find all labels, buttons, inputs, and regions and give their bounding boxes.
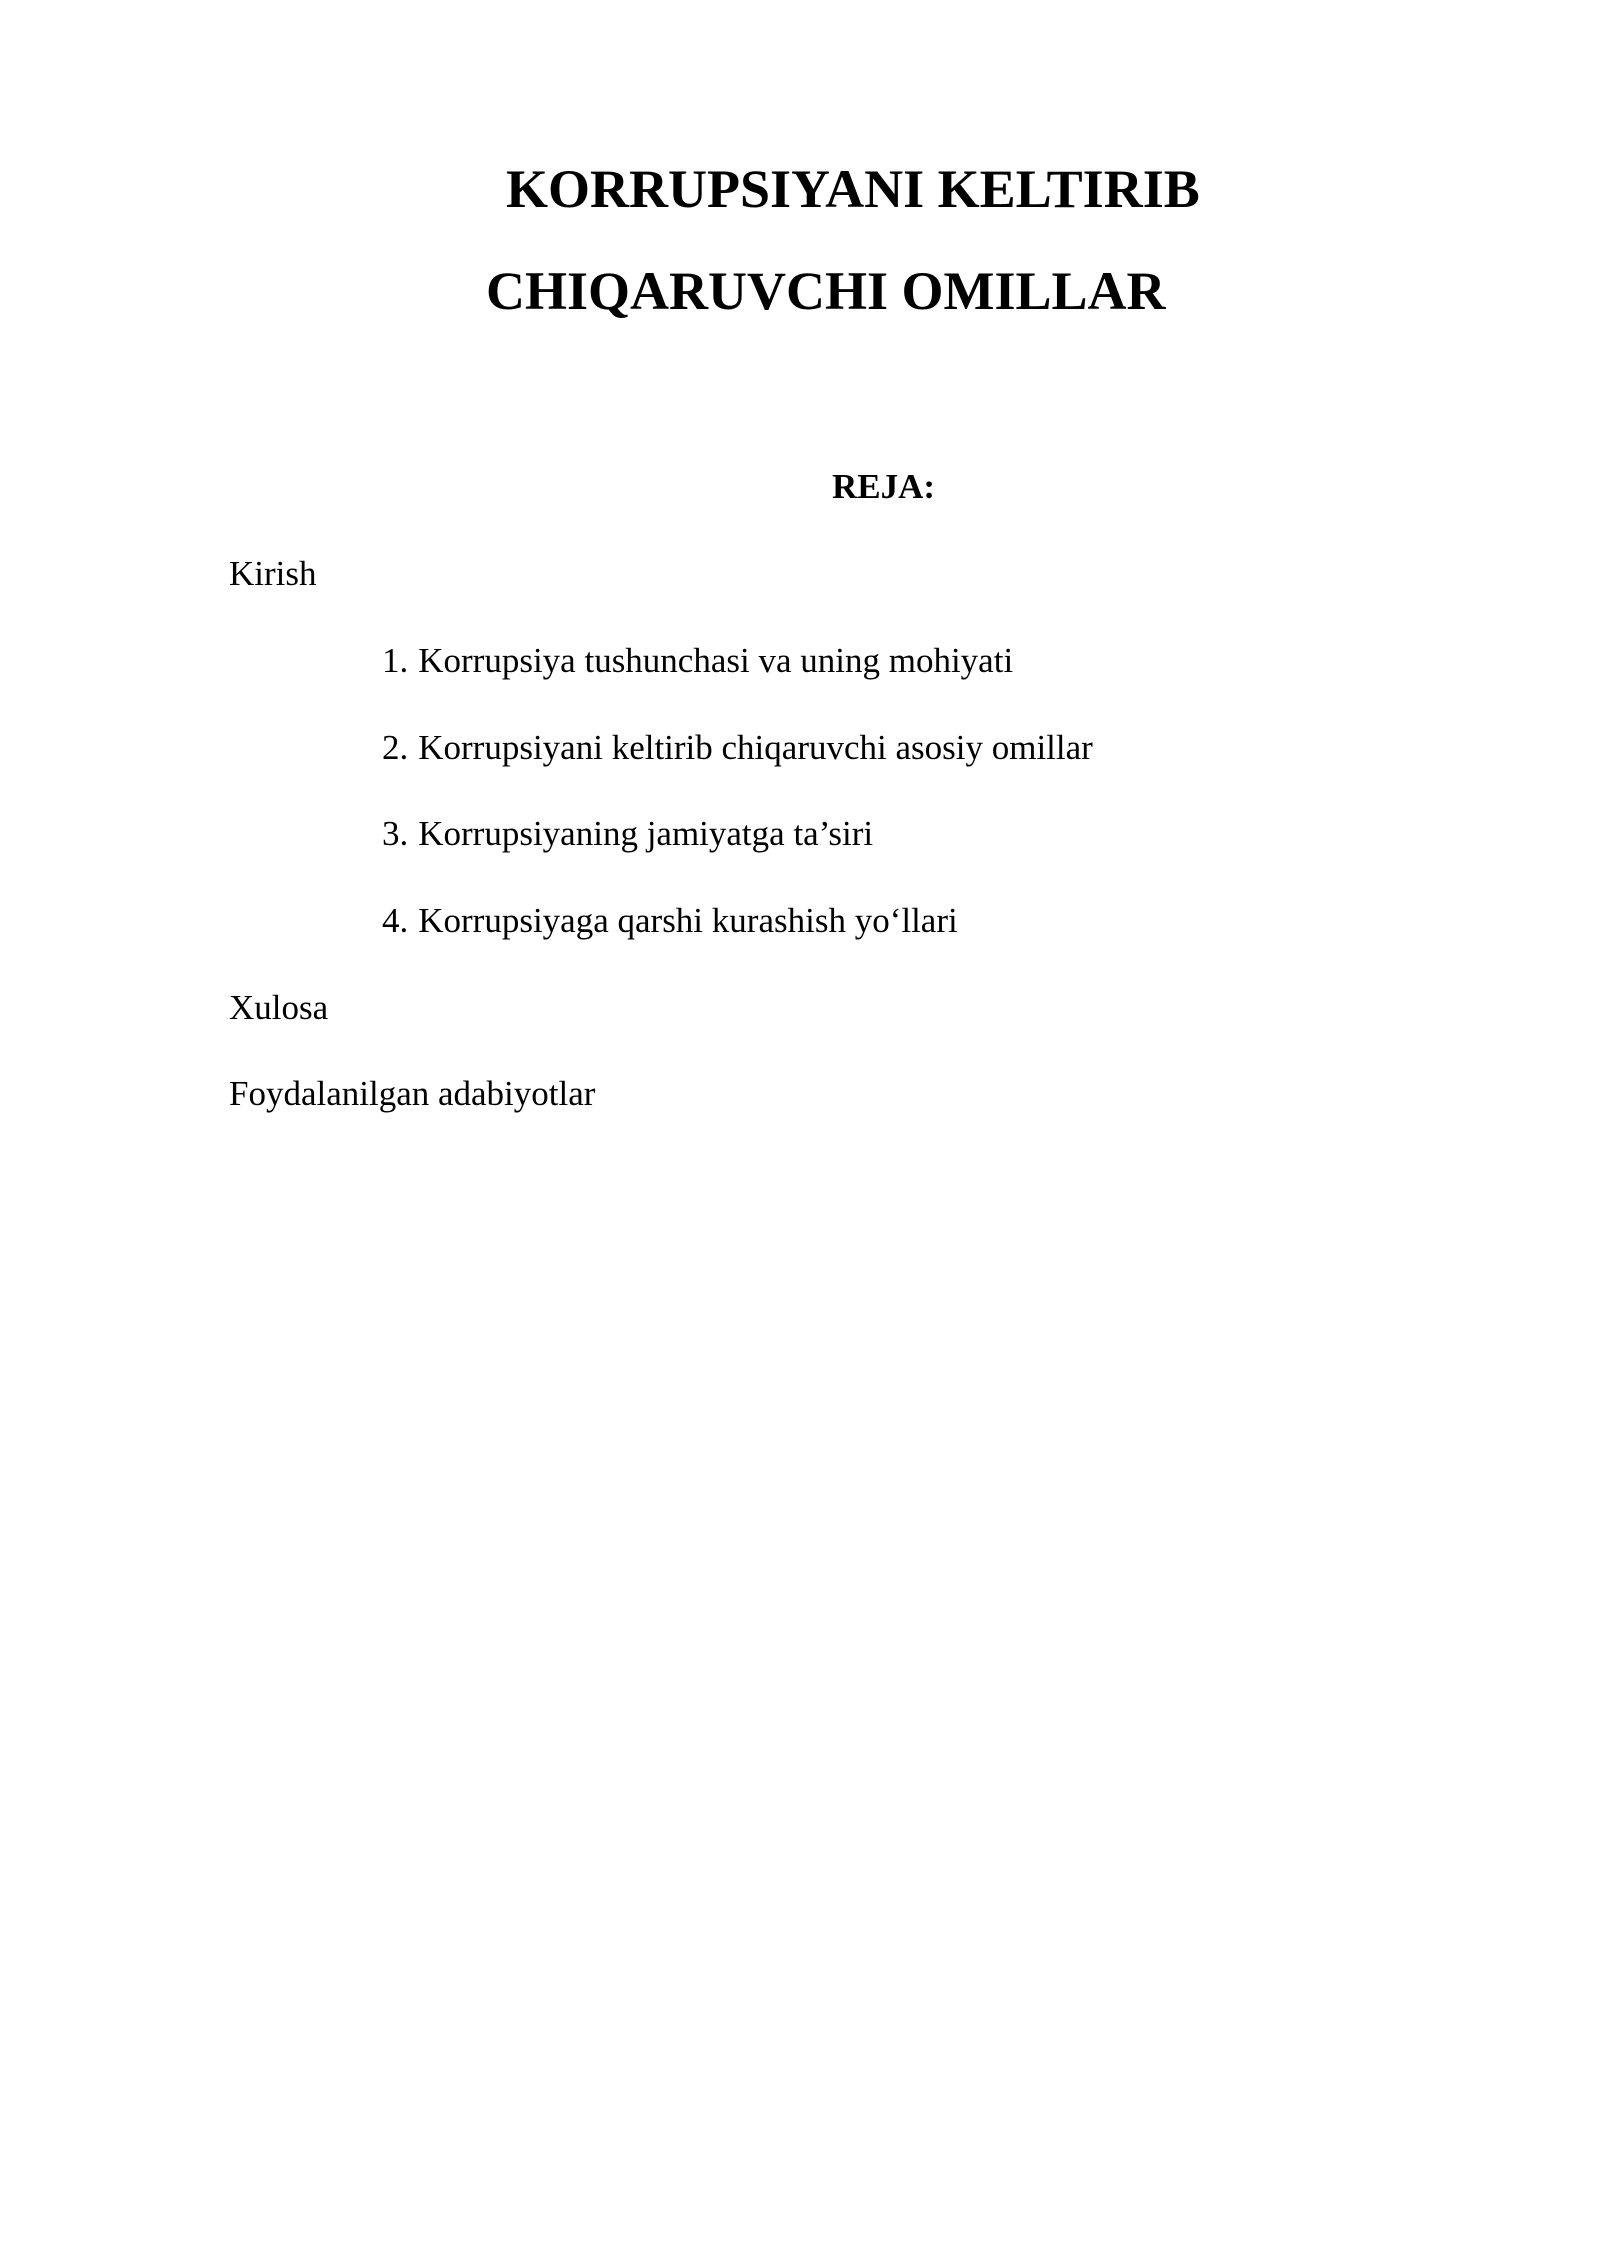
- plan-item-text: Korrupsiyaning jamiyatga ta’siri: [418, 814, 874, 853]
- plan-references: Foydalanilgan adabiyotlar: [229, 1074, 596, 1113]
- plan-item-number: 3.: [382, 814, 409, 853]
- plan-item-number: 2.: [382, 728, 409, 767]
- plan-item-number: 1.: [382, 641, 409, 680]
- plan-item-text: Korrupsiyani keltirib chiqaruvchi asosiy omillar: [418, 728, 1093, 767]
- document-title-line-1: KORRUPSIYANI KELTIRIB: [506, 159, 1200, 219]
- plan-item-text: Korrupsiya tushunchasi va uning mohiyati: [418, 641, 1014, 680]
- plan-list-item: [382, 730, 1093, 765]
- plan-item-text: Korrupsiyaga qarshi kurashish yo‘llari: [418, 901, 958, 940]
- plan-list-item: [382, 816, 873, 851]
- plan-list-item: [382, 903, 958, 938]
- document-title-line-2: CHIQARUVCHI OMILLAR: [486, 261, 1166, 321]
- plan-conclusion: Xulosa: [229, 988, 329, 1027]
- plan-heading: REJA:: [832, 467, 936, 506]
- plan-intro: Kirish: [229, 554, 317, 593]
- plan-item-number: 4.: [382, 901, 409, 940]
- plan-list-item: [382, 643, 1013, 678]
